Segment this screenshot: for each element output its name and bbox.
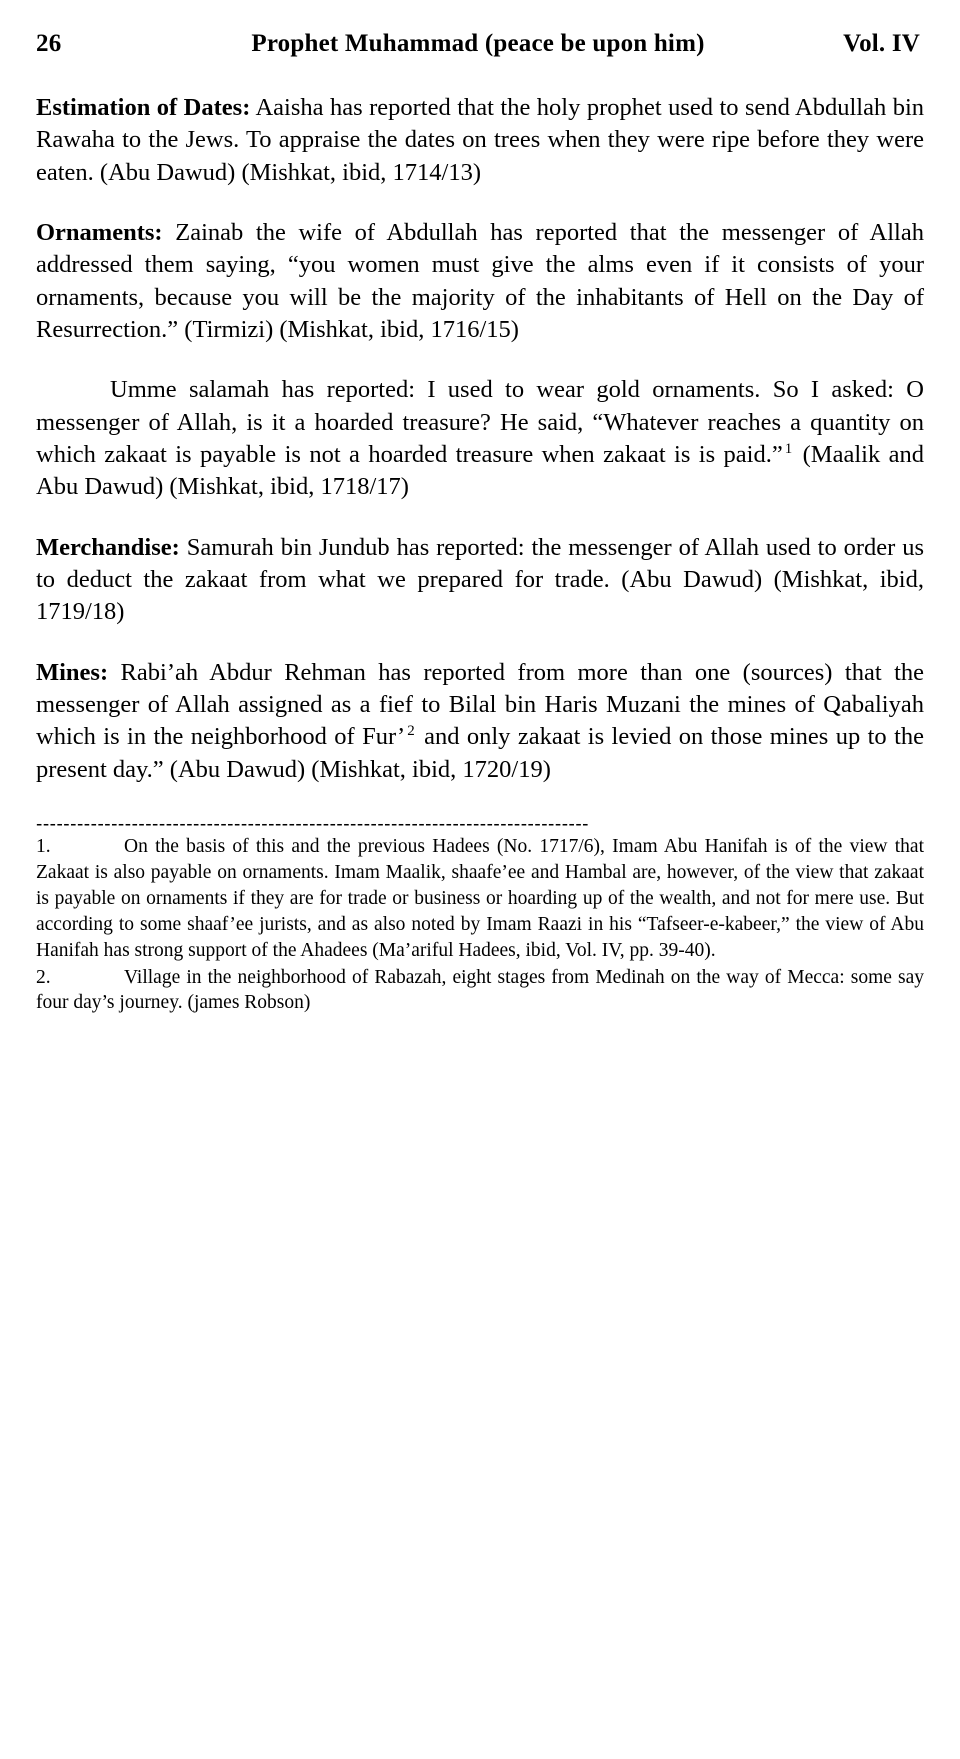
footnote-text: On the basis of this and the previous Hadees (No. 1717/6), Imam Abu Hanifah is of the view that Zakaat is also payable on ornaments. Imam Maalik, shaafe’ee and Hambal are, however, of the view that zakaat is payable on ornaments if they are for trade or business or hoarding up of the wealth, and not for mere use. But according to some shaaf’ee jurists, and as also noted by Imam Raazi in his “Tafseer-e-kabeer,” the view of Abu Hanifah has strong support of the Ahadees (Ma’ariful Hadees, ibid, Vol. IV, pp. 39-40). — [36, 835, 924, 961]
paragraph-ornaments — [32, 217, 928, 346]
footnote-text: Village in the neighborhood of Rabazah, eight stages from Medinah on the way of Mecca: some say four day’s journey. (james Robson) — [36, 966, 924, 1014]
paragraph-lead-label: Mines: — [36, 658, 109, 686]
paragraph-mines — [32, 657, 928, 786]
running-head — [32, 30, 928, 58]
body-text — [32, 92, 928, 786]
paragraph-lead-label: Estimation of Dates: — [36, 94, 251, 121]
paragraph-text-continued: and only zakaat is levied on those mines up to the present day.” (Abu Dawud) (Mishkat, ibid, 1720/19) — [36, 723, 924, 783]
paragraph-merchandise — [32, 532, 928, 629]
footnotes-section — [32, 834, 928, 1016]
paragraph-estimation-of-dates — [32, 92, 928, 189]
footnote-marker: 1. — [36, 835, 51, 857]
footnote-reference-2[interactable]: 2 — [407, 723, 415, 740]
footnote-reference-1[interactable]: 1 — [784, 440, 793, 457]
paragraph-text: Umme salamah has reported: I used to wear gold ornaments. So I asked: O messenger of Allah, is it a hoarded treasure? He said, “Whatever reaches a quantity on which zakaat is payable is not a hoarded treasure when zakaat is is paid.” — [36, 376, 924, 468]
footnote-marker: 2. — [36, 966, 51, 988]
paragraph-text: Zainab the wife of Abdullah has reported that the messenger of Allah addressed them saying, “you women must give the alms even if it consists of your ornaments, because you will be the majority of the inhabitants of Hell on the Day of Resurrection.” (Tirmizi) (Mishkat, ibid, 1716/15) — [36, 218, 924, 343]
book-title: Prophet Muhammad (peace be upon him) — [251, 30, 705, 57]
paragraph-lead-label: Merchandise: — [36, 533, 180, 561]
paragraph-text: Samurah bin Jundub has reported: the messenger of Allah used to order us to deduct the zakaat from what we prepared for trade. (Abu Dawud) (Mishkat, ibid, 1719/18) — [36, 533, 924, 626]
volume-label: Vol. IV — [843, 30, 920, 57]
paragraph-text: Aaisha has reported that the holy prophet used to send Abdullah bin Rawaha to the Jews. To appraise the dates on trees when they were ripe before they were eaten. (Abu Dawud) (Mishkat, ibid, 1714/13) — [36, 94, 924, 186]
footnote-item — [36, 834, 924, 964]
paragraph-lead-label: Ornaments: — [36, 218, 163, 246]
page-number: 26 — [36, 30, 62, 57]
footnote-separator: --------------------------------------------------------------------------------- — [36, 813, 589, 828]
footnote-item — [36, 965, 924, 1017]
paragraph-umme-salamah — [32, 374, 928, 503]
paragraph-text-continued: (Maalik and Abu Dawud) (Mishkat, ibid, 1718/17) — [36, 440, 924, 501]
paragraph-text: Rabi’ah Abdur Rehman has reported from more than one (sources) that the messenger of Allah assigned as a fief to Bilal bin Haris Muzani the mines of Qabaliyah which is in the neighborhood of Fur’ — [36, 658, 924, 751]
